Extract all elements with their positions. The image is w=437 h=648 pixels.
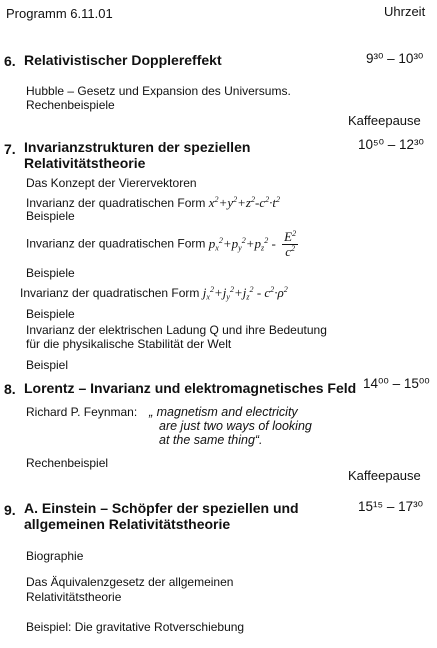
coffee-break-1: Kaffeepause [348, 113, 421, 128]
quote-line: „ magnetism and electricity [149, 405, 298, 419]
formula-energy-fraction: $\frac{E^2}{c^2}$ [284, 229, 297, 259]
section-9-item: Beispiel: Die gravitative Rotverschiebung [26, 620, 245, 634]
quote-line: at the same thing“. [159, 433, 263, 447]
section-7-time: 10⁵⁰ – 12³⁰ [358, 137, 424, 152]
program-title: Programm 6.11.01 [6, 6, 113, 21]
section-9-number: 9. [4, 502, 16, 518]
section-6-item: Hubble – Gesetz und Expansion des Universums. [26, 84, 291, 98]
invariance-label: Invarianz der quadratischen Form [26, 236, 206, 251]
section-7-item: Beispiele [26, 266, 75, 280]
quote-author: Richard P. Feynman: [26, 405, 138, 419]
section-6-item: Rechenbeispiele [26, 98, 115, 112]
section-8-time: 14⁰⁰ – 15⁰⁰ [363, 376, 430, 391]
section-8-number: 8. [4, 381, 16, 397]
section-7-title-line2: Relativitätstheorie [24, 155, 146, 171]
coffee-break-2: Kaffeepause [348, 468, 421, 483]
invariance-label: Invarianz der quadratischen Form [26, 196, 206, 210]
section-9-item: Das Äquivalenzgesetz der allgemeinen [26, 575, 234, 589]
section-7-item [20, 285, 288, 301]
time-column-header: Uhrzeit [384, 4, 426, 19]
section-6-number: 6. [4, 53, 16, 69]
section-7-item: Beispiel [26, 358, 69, 372]
section-8-title: Lorentz – Invarianz und elektromagnetisches Feld [24, 380, 357, 396]
section-9-item: Biographie [26, 549, 84, 563]
section-9-title-line2: allgemeinen Relativitätstheorie [24, 516, 231, 532]
formula-current: $j_x^2+j_y^2+j_z^2 - c^2\cdot\rho^2$ [202, 285, 288, 302]
section-7-item: Beispiele [26, 307, 75, 321]
section-7-item: für die physikalische Stabilität der Welt [26, 337, 232, 351]
section-9-title-line1: A. Einstein – Schöpfer der speziellen und [24, 500, 299, 516]
section-6-title: Relativistischer Dopplereffekt [24, 52, 222, 68]
section-9-time: 15¹⁵ – 17³⁰ [358, 499, 424, 514]
section-7-item: Invarianz der elektrischen Ladung Q und ihre Bedeutung [26, 323, 327, 337]
formula-momentum: $p_x^2+p_y^2+p_z^2$ - [208, 235, 276, 253]
section-6-time: 9³⁰ – 10³⁰ [366, 51, 424, 66]
quote-line: are just two ways of looking [159, 419, 312, 433]
section-7-item: Beispiele [26, 209, 75, 223]
section-7-item [26, 230, 298, 259]
formula-spacetime: $x^2+y^2+z^2-c^2\cdot t^2$ [208, 195, 281, 210]
section-7-title-line1: Invarianzstrukturen der speziellen [24, 139, 251, 155]
section-8-item: Rechenbeispiel [26, 456, 109, 470]
section-7-number: 7. [4, 141, 16, 157]
section-9-item: Relativitätstheorie [26, 590, 122, 604]
section-7-item: Das Konzept der Vierervektoren [26, 176, 197, 190]
invariance-label: Invarianz der quadratischen Form [20, 286, 200, 300]
